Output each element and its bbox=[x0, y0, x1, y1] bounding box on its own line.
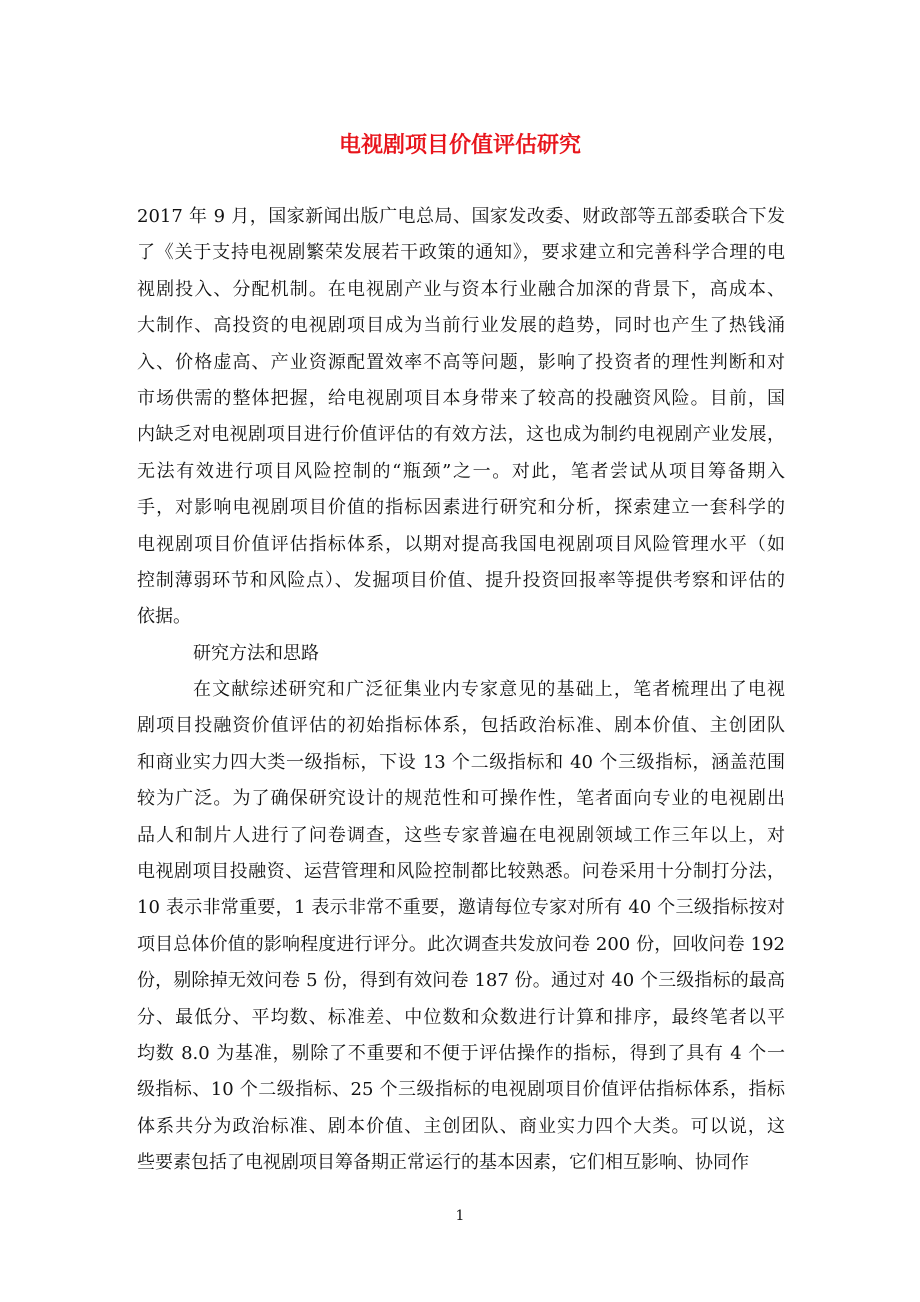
text-line: 控制薄弱环节和风险点）、发掘项目价值、提升投资回报率等提供考察和评估的 bbox=[137, 569, 785, 591]
text-line: 级指标、10 个二级指标、25 个三级指标的电视剧项目价值评估指标体系，指标 bbox=[137, 1079, 785, 1101]
text-line: 10 表示非常重要，1 表示非常不重要，邀请每位专家对所有 40 个三级指标按对 bbox=[137, 897, 785, 919]
text-line: 了《关于支持电视剧繁荣发展若干政策的通知》，要求建立和完善科学合理的电 bbox=[137, 242, 785, 264]
text-line: 在文献综述研究和广泛征集业内专家意见的基础上，笔者梳理出了电视 bbox=[193, 679, 785, 701]
text-line: 电视剧项目价值评估指标体系，以期对提高我国电视剧项目风险管理水平（如 bbox=[137, 533, 785, 555]
text-line: 无法有效进行项目风险控制的“瓶颈”之一。对此，笔者尝试从项目筹备期入 bbox=[137, 460, 785, 482]
document-title: 电视剧项目价值评估研究 bbox=[338, 133, 581, 158]
text-line: 电视剧项目投融资、运营管理和风险控制都比较熟悉。问卷采用十分制打分法， bbox=[137, 861, 785, 883]
text-line: 和商业实力四大类一级指标，下设 13 个二级指标和 40 个三级指标，涵盖范围 bbox=[137, 751, 785, 773]
document-body bbox=[137, 199, 785, 1182]
text-line: 手，对影响电视剧项目价值的指标因素进行研究和分析，探索建立一套科学的 bbox=[137, 497, 785, 519]
page-number: 1 bbox=[455, 1208, 465, 1224]
paragraph bbox=[137, 672, 785, 1181]
section-heading bbox=[137, 636, 785, 672]
text-line: 大制作、高投资的电视剧项目成为当前行业发展的趋势，同时也产生了热钱涌 bbox=[137, 315, 785, 337]
text-line: 品人和制片人进行了问卷调查，这些专家普遍在电视剧领域工作三年以上，对 bbox=[137, 824, 785, 846]
text-line: 项目总体价值的影响程度进行评分。此次调查共发放问卷 200 份，回收问卷 192 bbox=[137, 933, 785, 955]
paragraph bbox=[137, 199, 785, 636]
text-line: 分、最低分、平均数、标准差、中位数和众数进行计算和排序，最终笔者以平 bbox=[137, 1006, 785, 1028]
text-line: 份，剔除掉无效问卷 5 份，得到有效问卷 187 份。通过对 40 个三级指标的最高 bbox=[137, 970, 785, 992]
text-line: 市场供需的整体把握，给电视剧项目本身带来了较高的投融资风险。目前，国 bbox=[137, 387, 785, 409]
text-line: 较为广泛。为了确保研究设计的规范性和可操作性，笔者面向专业的电视剧出 bbox=[137, 788, 785, 810]
text-line: 些要素包括了电视剧项目筹备期正常运行的基本因素，它们相互影响、协同作 bbox=[137, 1152, 749, 1174]
text-line: 入、价格虚高、产业资源配置效率不高等问题，影响了投资者的理性判断和对 bbox=[137, 351, 785, 373]
text-line: 均数 8.0 为基准，剔除了不重要和不便于评估操作的指标，得到了具有 4 个一 bbox=[137, 1042, 785, 1064]
text-line: 剧项目投融资价值评估的初始指标体系，包括政治标准、剧本价值、主创团队 bbox=[137, 715, 785, 737]
text-line: 2017 年 9 月，国家新闻出版广电总局、国家发改委、财政部等五部委联合下发 bbox=[137, 206, 785, 227]
text-line: 研究方法和思路 bbox=[193, 642, 319, 664]
text-line: 视剧投入、分配机制。在电视剧产业与资本行业融合加深的背景下，高成本、 bbox=[137, 278, 785, 300]
text-line: 体系共分为政治标准、剧本价值、主创团队、商业实力四个大类。可以说，这 bbox=[137, 1115, 785, 1137]
text-line: 内缺乏对电视剧项目进行价值评估的有效方法，这也成为制约电视剧产业发展， bbox=[137, 424, 785, 446]
text-line: 依据。 bbox=[137, 606, 191, 628]
